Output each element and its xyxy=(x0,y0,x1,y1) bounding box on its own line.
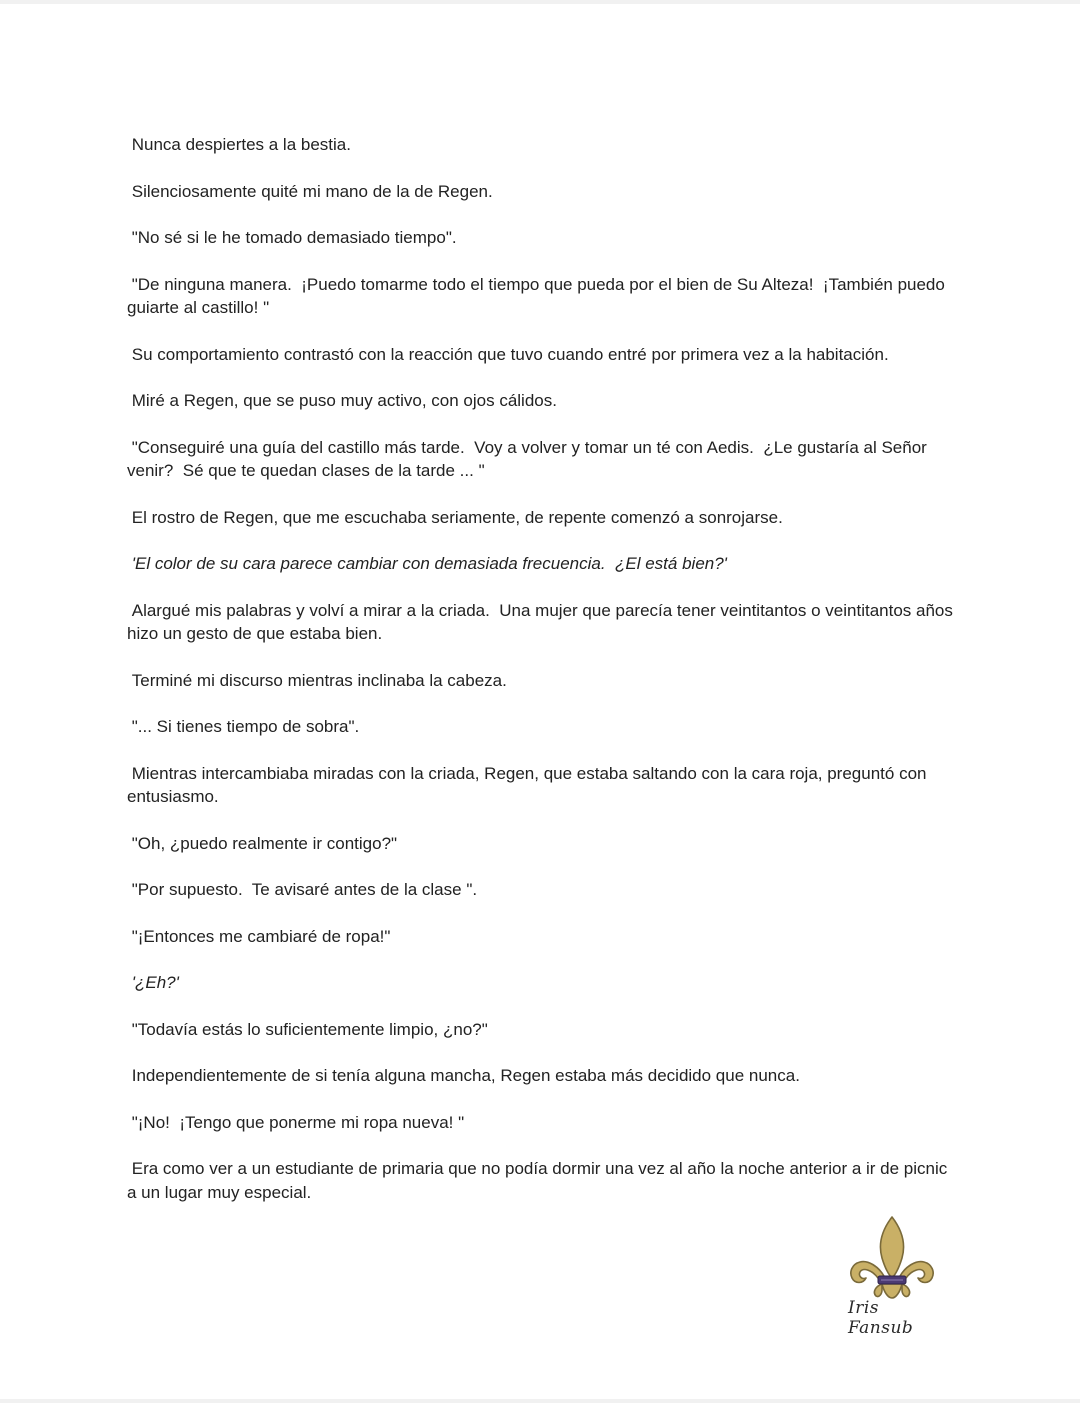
logo-text: Iris Fansub xyxy=(848,1298,914,1338)
paragraph: Alargué mis palabras y volví a mirar a la criada. Una mujer que parecía tener veintitantos o veintitantos años hizo un gesto de que estaba bien. xyxy=(127,600,958,643)
paragraph: "¡No! ¡Tengo que ponerme mi ropa nueva! " xyxy=(127,1112,465,1132)
document-body xyxy=(127,133,957,1227)
paragraph: "Todavía estás lo suficientemente limpio, ¿no?" xyxy=(127,1019,488,1039)
paragraph: 'El color de su cara parece cambiar con demasiada frecuencia. ¿El está bien?' xyxy=(127,554,727,573)
paragraph: "No sé si le he tomado demasiado tiempo". xyxy=(127,228,457,247)
paragraph: Miré a Regen, que se puso muy activo, con ojos cálidos. xyxy=(127,391,557,410)
paragraph: Nunca despiertes a la bestia. xyxy=(127,135,351,154)
paragraph: Independientemente de si tenía alguna mancha, Regen estaba más decidido que nunca. xyxy=(127,1066,800,1085)
paragraph: "Conseguiré una guía del castillo más tarde. Voy a volver y tomar un té con Aedis. ¿Le gustaría al Señor venir? Sé que te quedan clases de la tarde ... " xyxy=(127,437,932,480)
paragraph: "De ninguna manera. ¡Puedo tomarme todo el tiempo que pueda por el bien de Su Alteza! ¡También puedo guiarte al castillo! " xyxy=(127,274,950,317)
paragraph: Su comportamiento contrastó con la reacción que tuvo cuando entré por primera vez a la habitación. xyxy=(127,344,889,364)
paragraph: "... Si tienes tiempo de sobra". xyxy=(127,717,360,736)
watermark-logo xyxy=(838,1214,948,1338)
paragraph: "Oh, ¿puedo realmente ir contigo?" xyxy=(127,833,398,853)
fleur-de-lis-icon xyxy=(842,1214,942,1300)
paragraph: Mientras intercambiaba miradas con la criada, Regen, que estaba saltando con la cara roja, preguntó con entusiasmo. xyxy=(127,763,932,806)
document-page xyxy=(0,4,1080,1399)
paragraph: '¿Eh?' xyxy=(127,973,179,992)
paragraph: El rostro de Regen, que me escuchaba seriamente, de repente comenzó a sonrojarse. xyxy=(127,507,783,527)
paragraph: Era como ver a un estudiante de primaria que no podía dormir una vez al año la noche anterior a ir de picnic a un lugar muy especial. xyxy=(127,1159,952,1202)
paragraph: Silenciosamente quité mi mano de la de Regen. xyxy=(127,181,493,201)
paragraph: "Por supuesto. Te avisaré antes de la clase ". xyxy=(127,880,478,899)
paragraph: Terminé mi discurso mientras inclinaba la cabeza. xyxy=(127,670,507,690)
paragraph: "¡Entonces me cambiaré de ropa!" xyxy=(127,926,391,946)
